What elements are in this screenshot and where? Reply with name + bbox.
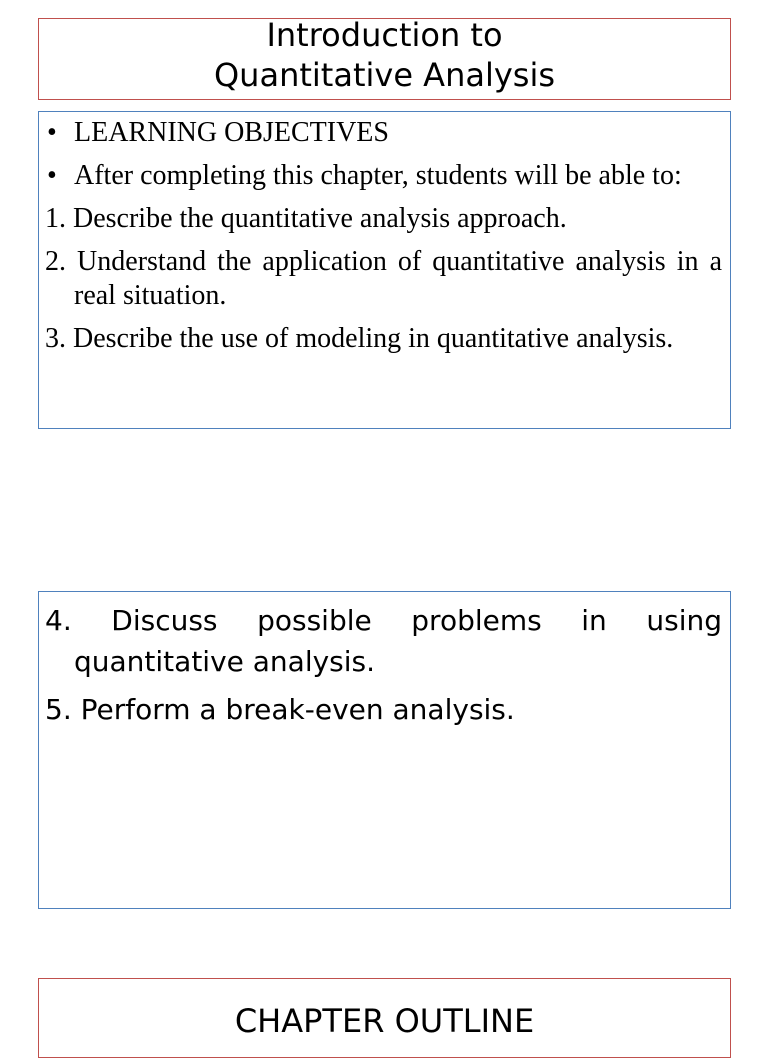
title-line-2: Quantitative Analysis — [213, 56, 556, 94]
objective-item-2: 2. Understand the application of quantitative analysis in a real situation. — [45, 246, 722, 311]
bullet-icon: • — [47, 117, 57, 148]
learning-objectives-box — [38, 111, 731, 429]
chapter-outline-box — [38, 978, 731, 1058]
bullet-icon: • — [47, 160, 57, 191]
objectives-heading — [45, 116, 722, 150]
chapter-outline-title: CHAPTER OUTLINE — [234, 1002, 535, 1040]
title-slide-box — [38, 18, 731, 100]
objective-item-4: 4. Discuss possible problems in using quantitative analysis. — [45, 604, 722, 678]
objectives-intro-text: After completing this chapter, students will be able to: — [74, 160, 682, 191]
title-line-1: Introduction to — [266, 18, 503, 54]
page-title — [39, 18, 730, 95]
objective-item-5: 5. Perform a break-even analysis. — [45, 693, 515, 726]
objective-item-1: 1. Describe the quantitative analysis approach. — [45, 203, 567, 234]
learning-objectives-continued-box — [38, 591, 731, 909]
objective-item-3: 3. Describe the use of modeling in quantitative analysis. — [45, 323, 674, 354]
objectives-heading-text: LEARNING OBJECTIVES — [74, 117, 389, 148]
objectives-intro — [45, 159, 722, 193]
